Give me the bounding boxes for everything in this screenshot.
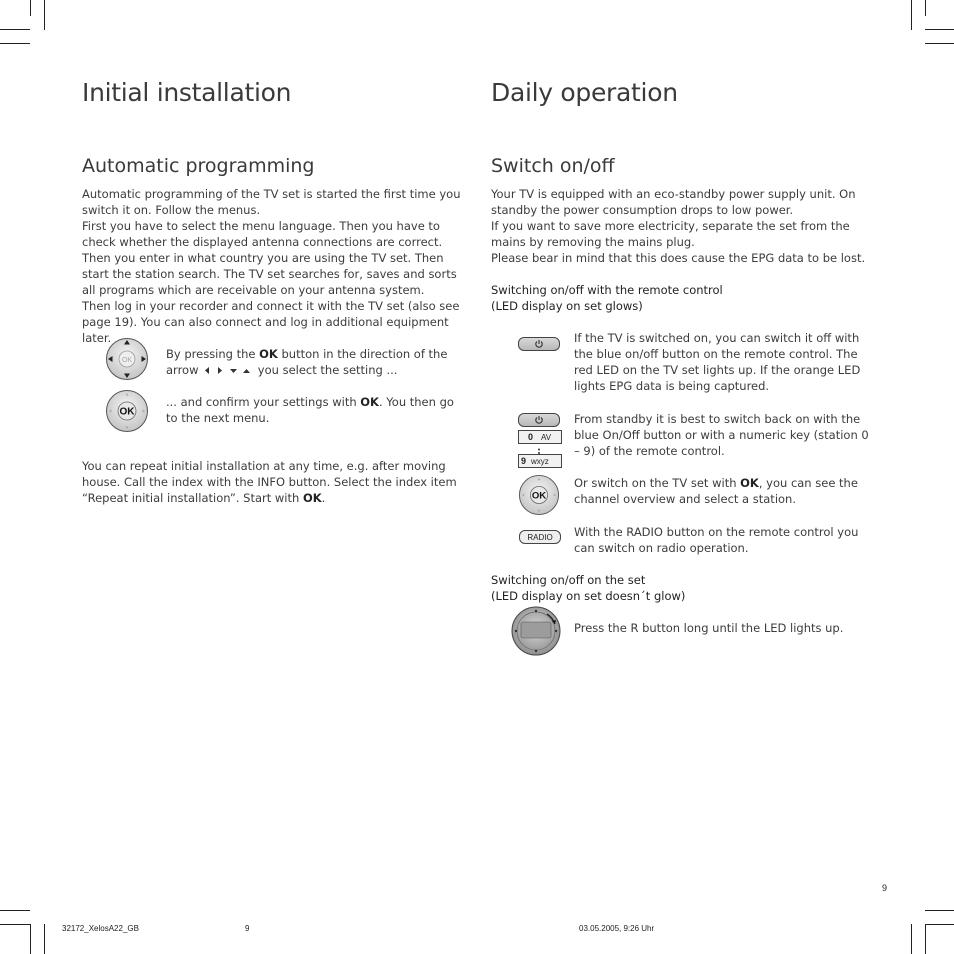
step-confirm-setting: ... and confirm your settings with OK. You then go to the next menu. bbox=[166, 395, 454, 425]
arrow-keys-icon bbox=[205, 363, 251, 379]
ok-button-icon bbox=[518, 474, 560, 516]
row-set-r-button-text: Press the R button long until the LED lights up. bbox=[574, 621, 844, 635]
numeric-key-9-icon: 9 wxyz bbox=[518, 454, 562, 468]
paragraph: Please bear in mind that this does cause the EPG data to be lost. bbox=[491, 251, 866, 265]
dpad-center-label: OK bbox=[121, 357, 133, 364]
power-button-icon bbox=[518, 413, 560, 427]
ok-label: OK bbox=[119, 406, 135, 418]
paragraph: If you want to save more electricity, separate the set from the mains by removing the mains plug. bbox=[491, 219, 850, 249]
page-heading-daily-operation: Daily operation bbox=[491, 78, 678, 107]
switch-on-off-text bbox=[491, 186, 875, 266]
footer-date: 03.05.2005, 9:26 Uhr bbox=[579, 924, 655, 933]
remote-control-subheading: Switching on/off with the remote control (LED display on set glows) bbox=[491, 283, 723, 313]
ok-button-icon bbox=[105, 389, 149, 433]
row-switch-off-text: If the TV is switched on, you can switch it off with the blue on/off button on the remote control. The red LED on the TV set lights up. If the orange LED lights EPG data is being captured. bbox=[574, 331, 861, 393]
ok-label: OK bbox=[531, 490, 547, 502]
paragraph: Then log in your recorder and connect it with the TV set (also see page 19). You can also connect and log in additional equipment later. bbox=[82, 299, 460, 345]
row-radio-text: With the RADIO button on the remote control you can switch on radio operation. bbox=[574, 525, 859, 555]
paragraph: Your TV is equipped with an eco-standby power supply unit. On standby the power consumption drops to low power. bbox=[491, 187, 856, 217]
section-title-automatic-programming: Automatic programming bbox=[82, 155, 315, 177]
page-number: 9 bbox=[882, 883, 888, 893]
radio-button-icon: RADIO bbox=[519, 530, 561, 544]
repeat-installation-text: You can repeat initial installation at any time, e.g. after moving house. Call the index with the INFO button. Select the index item “Repeat initial installation”. Start with OK. bbox=[82, 459, 457, 505]
footer-filename: 32172_XelosA22_GB bbox=[62, 924, 139, 933]
dpad-arrows-icon bbox=[105, 337, 149, 381]
step-select-setting: By pressing the OK button in the direction of the arrow you select the setting ... bbox=[166, 347, 448, 377]
automatic-programming-text bbox=[82, 186, 466, 346]
paragraph: Automatic programming of the TV set is started the first time you switch it on. Follow the menus. bbox=[82, 187, 461, 217]
set-control-wheel-icon bbox=[511, 606, 561, 656]
row-switch-on-ok-text: Or switch on the TV set with OK, you can see the channel overview and select a station. bbox=[574, 476, 858, 506]
page-heading-initial-installation: Initial installation bbox=[82, 78, 292, 107]
paragraph: First you have to select the menu language. Then you have to check whether the displayed antenna connections are correct. Then you enter in what country you are using the TV set. Then start the station search. The TV set searches for, saves and sorts all programs which are receivable on your antenna system. bbox=[82, 219, 457, 297]
power-button-icon bbox=[518, 337, 560, 351]
set-subheading: Switching on/off on the set (LED display on set doesn´t glow) bbox=[491, 573, 686, 603]
ellipsis-dots bbox=[537, 443, 541, 453]
section-title-switch-on-off: Switch on/off bbox=[491, 155, 615, 177]
numeric-key-0-icon: 0 AV bbox=[518, 430, 562, 444]
row-switch-on-standby-text: From standby it is best to switch back on with the blue On/Off button or with a numeric key (station 0 – 9) of the remote control. bbox=[574, 412, 869, 458]
footer-page: 9 bbox=[245, 924, 250, 933]
